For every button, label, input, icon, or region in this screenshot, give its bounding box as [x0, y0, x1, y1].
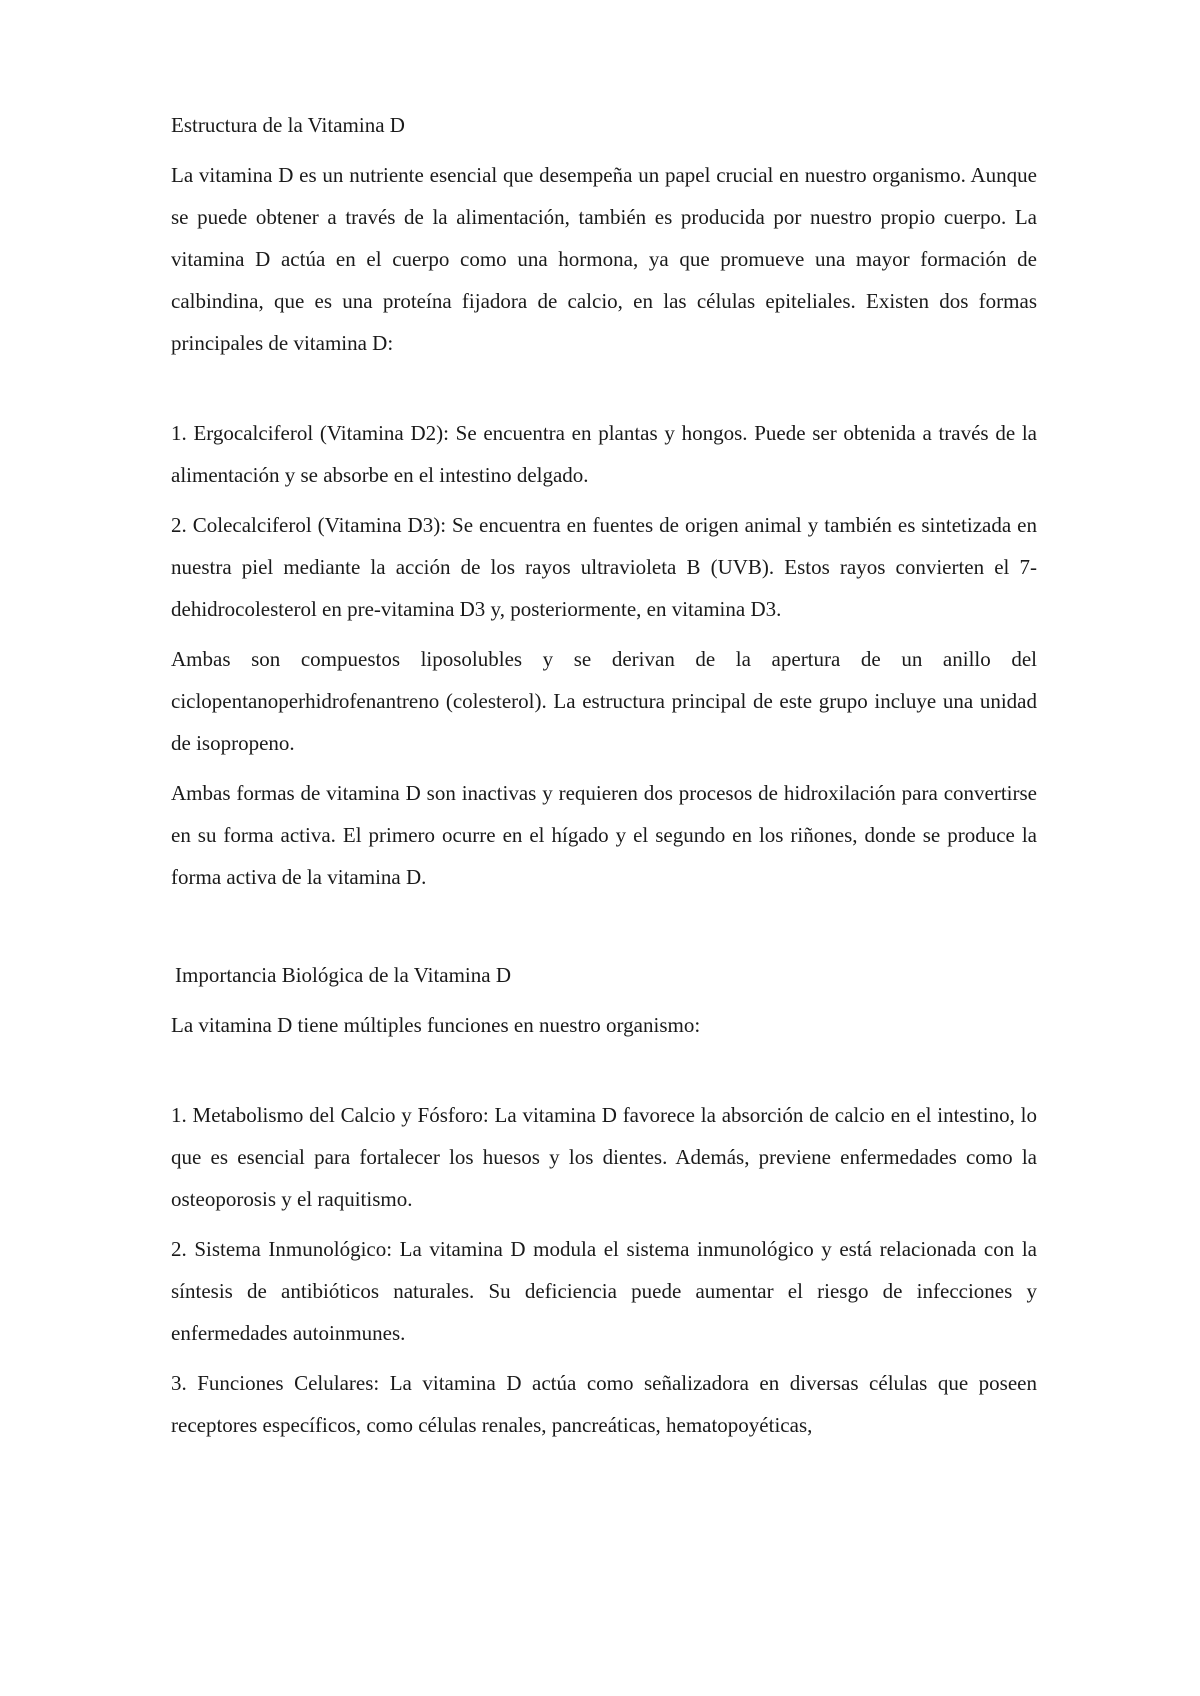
intro-paragraph-funciones: La vitamina D tiene múltiples funciones en nuestro organismo:	[171, 1013, 701, 1037]
blank-line	[171, 1054, 1037, 1094]
paragraph-liposolubles: Ambas son compuestos liposolubles y se derivan de la apertura de un anillo del ciclopentanoperhidrofenantreno (colesterol). La estructura principal de este grupo incluye una unidad de isopropeno.	[171, 647, 1037, 755]
blank-line	[171, 906, 1037, 954]
list-item-celulares: 3. Funciones Celulares: La vitamina D actúa como señalizadora en diversas células que poseen receptores específicos, como células renales, pancreáticas, hematopoyéticas,	[171, 1371, 1037, 1437]
document-page	[171, 104, 1037, 1454]
list-item-colecalciferol: 2. Colecalciferol (Vitamina D3): Se encuentra en fuentes de origen animal y también es sintetizada en nuestra piel mediante la acción de los rayos ultravioleta B (UVB). Estos rayos convierten el 7-dehidrocolesterol en pre-vitamina D3 y, posteriormente, en vitamina D3.	[171, 513, 1037, 621]
list-item-metabolismo: 1. Metabolismo del Calcio y Fósforo: La vitamina D favorece la absorción de calcio en el intestino, lo que es esencial para fortalecer los huesos y los dientes. Además, previene enfermedades como la osteoporosis y el raquitismo.	[171, 1103, 1037, 1211]
section-title-importancia: Importancia Biológica de la Vitamina D	[175, 963, 511, 987]
blank-line	[171, 372, 1037, 412]
list-item-ergocalciferol: 1. Ergocalciferol (Vitamina D2): Se encuentra en plantas y hongos. Puede ser obtenida a través de la alimentación y se absorbe en el intestino delgado.	[171, 421, 1037, 487]
section-title-estructura: Estructura de la Vitamina D	[171, 113, 405, 137]
intro-paragraph: La vitamina D es un nutriente esencial que desempeña un papel crucial en nuestro organismo. Aunque se puede obtener a través de la alimentación, también es producida por nuestro propio cuerpo. La vitamina D actúa en el cuerpo como una hormona, ya que promueve una mayor formación de calbindina, que es una proteína fijadora de calcio, en las células epiteliales. Existen dos formas principales de vitamina D:	[171, 163, 1037, 355]
list-item-inmunologico: 2. Sistema Inmunológico: La vitamina D modula el sistema inmunológico y está relacionada con la síntesis de antibióticos naturales. Su deficiencia puede aumentar el riesgo de infecciones y enfermedades autoinmunes.	[171, 1237, 1037, 1345]
paragraph-hidroxilacion: Ambas formas de vitamina D son inactivas y requieren dos procesos de hidroxilación para convertirse en su forma activa. El primero ocurre en el hígado y el segundo en los riñones, donde se produce la forma activa de la vitamina D.	[171, 781, 1037, 889]
